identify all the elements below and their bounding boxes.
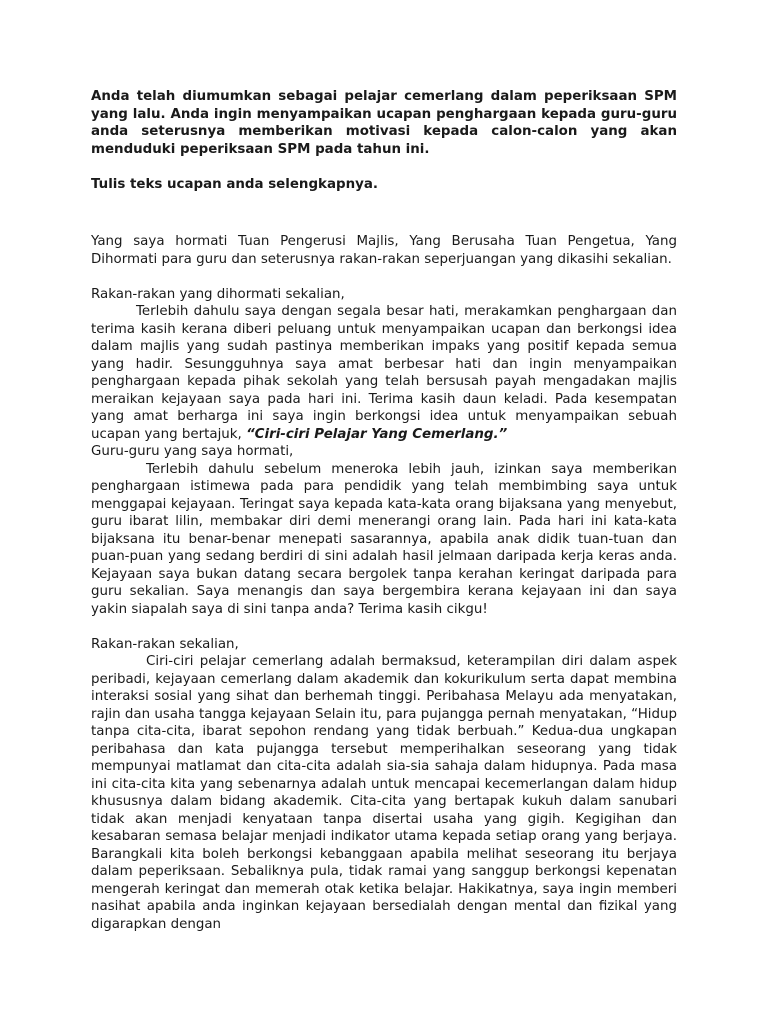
paragraph-introduction-text: Terlebih dahulu saya dengan segala besar hati, merakamkan penghargaan dan terima kasih kerana diberi peluang untuk menyampaikan ucapan dan berkongsi idea dalam majlis yang sudah pastinya memberikan impaks yang positif kepada semua yang hadir. Sesungguhnya saya amat berbesar hati dan ingin menyampaikan penghargaan kepada pihak sekolah yang telah bersusah payah mengadakan majlis meraikan kejayaan saya pada hari ini. Terima kasih daun keladi. Pada kesempatan yang amat berharga ini saya ingin berkongsi idea untuk menyampaikan sebuah ucapan yang bertajuk, xyxy=(91,304,677,442)
paragraph-spacer xyxy=(91,268,677,286)
paragraph-characteristics: Ciri-ciri pelajar cemerlang adalah bermaksud, keterampilan diri dalam aspek peribadi, kejayaan cemerlang dalam akademik dan kokurikulum serta dapat membina interaksi sosial yang sihat dan berhemah tinggi. Peribahasa Melayu ada menyatakan, rajin dan usaha tangga kejayaan Selain itu, para pujangga pernah menyatakan, “Hidup tanpa cita-cita, ibarat sepohon rendang yang tidak berbuah.” Kedua-dua ungkapan peribahasa dan kata pujangga tersebut memperihalkan seseorang yang tidak mempunyai matlamat dan cita-cita adalah sia-sia sahaja dalam hidupnya. Pada masa ini cita-cita kita yang sebenarnya adalah untuk mencapai kecemerlangan dalam hidup khususnya dalam bidang akademik. Cita-cita yang bertapak kukuh dalam sanubari tidak akan menjadi kenyataan tanpa disertai usaha yang gigih. Kegigihan dan kesabaran semasa belajar menjadi indikator utama kepada setiap orang yang berjaya. Barangkali kita boleh berkongsi kebanggaan apabila melihat seseorang itu berjaya dalam peperiksaan. Sebaliknya pula, tidak ramai yang sanggup berkongsi kepenatan mengerah keringat dan memerah otak ketika belajar. Hakikatnya, saya ingin memberi nasihat apabila anda inginkan kejayaan bersedialah dengan mental dan fizikal yang digarapkan dengan xyxy=(91,654,677,932)
prompt-instruction: Tulis teks ucapan anda selengkapnya. xyxy=(91,176,378,192)
salutation-rakan-rakan: Rakan-rakan yang dihormati sekalian, xyxy=(91,286,345,302)
salutation-guru-guru: Guru-guru yang saya hormati, xyxy=(91,444,294,459)
paragraph-teachers: Terlebih dahulu sebelum meneroka lebih jauh, izinkan saya memberikan penghargaan istimewa pada para pendidik yang telah membimbing saya untuk menggapai kejayaan. Teringat saya kepada kata-kata orang bijaksana yang menyebut, guru ibarat lilin, membakar diri demi menerangi orang lain. Pada hari ini kata-kata bijaksana itu benar-benar menepati sasarannya, apabila anak didik tuan-tuan dan puan-puan yang sedang berdiri di sini adalah hasil jelmaan daripada kerja keras anda. Kejayaan saya bukan datang secara bergolek tanpa kerahan keringat daripada para guru sekalian. Saya menangis dan saya bergembira kerana kejayaan ini dan saya yakin siapalah saya di sini tanpa anda? Terima kasih cikgu! xyxy=(91,461,677,617)
prompt-question: Anda telah diumumkan sebagai pelajar cemerlang dalam peperiksaan SPM yang lalu. Anda ingin menyampaikan ucapan penghargaan kepada guru-guru anda seterusnya memberikan motivasi kepada calon-calon yang akan menduduki peperiksaan SPM pada tahun ini. xyxy=(91,89,677,157)
paragraph-introduction xyxy=(91,303,677,443)
document-page xyxy=(91,88,677,933)
essay-title: “Ciri-ciri Pelajar Yang Cemerlang.” xyxy=(246,426,508,442)
paragraph-spacer xyxy=(91,618,677,636)
essay-prompt xyxy=(91,88,677,193)
essay-body xyxy=(91,233,677,933)
salutation-rakan-sekalian: Rakan-rakan sekalian, xyxy=(91,636,239,652)
opening-address: Yang saya hormati Tuan Pengerusi Majlis, Yang Berusaha Tuan Pengetua, Yang Dihormati para guru dan seterusnya rakan-rakan seperjuangan yang dikasihi sekalian. xyxy=(91,234,677,267)
